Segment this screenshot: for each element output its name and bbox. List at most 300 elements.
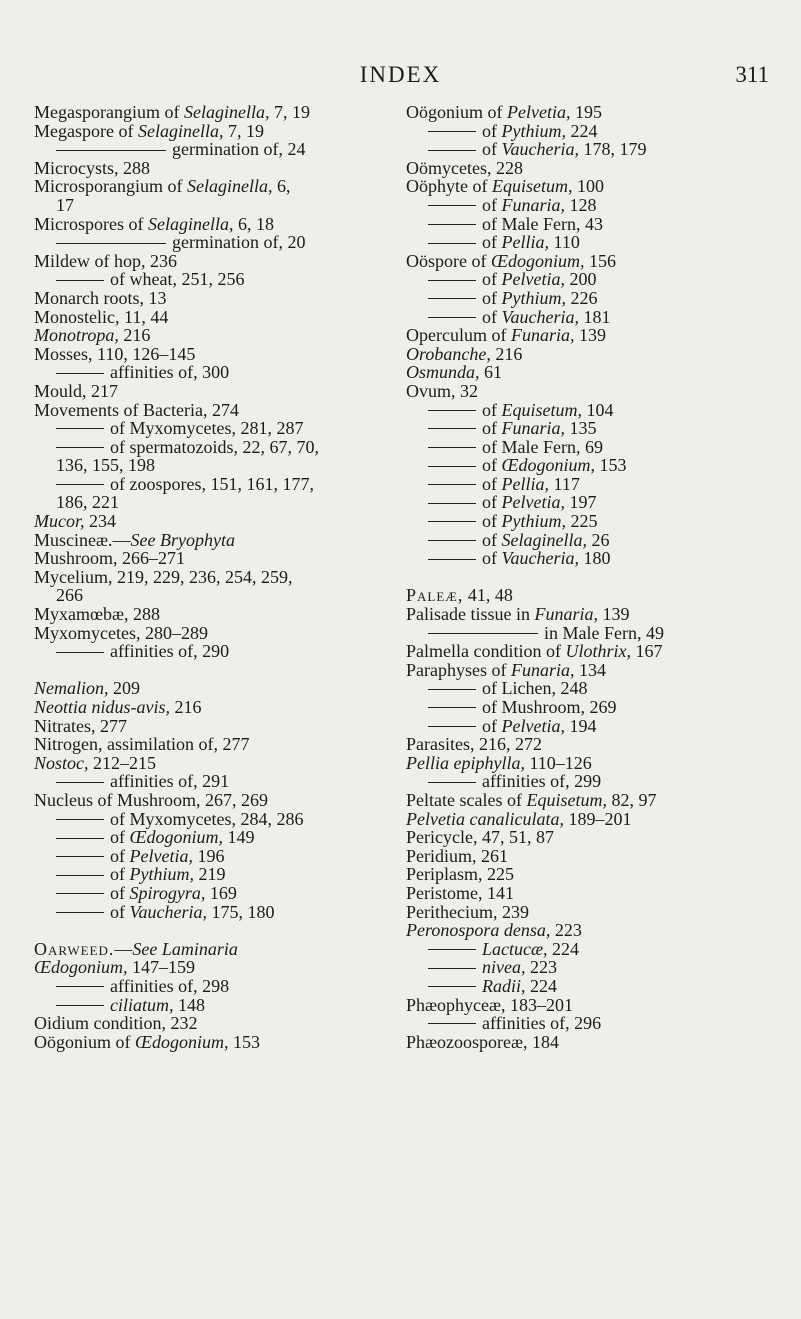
index-entry [34,159,409,178]
repeat-dash [428,243,476,244]
entry-text: Paraphyses of [406,659,511,680]
index-entry [406,605,781,624]
entry-text: of wheat, 251, 256 [110,269,245,290]
repeat-dash [428,968,476,969]
entry-italic-text: Vaucheria, [501,306,579,327]
index-entry [34,177,409,196]
index-entry [34,903,409,922]
page-header [0,62,801,92]
entry-pages: 234 [84,511,116,532]
entry-italic-text: Pellia, [501,473,549,494]
entry-italic-text: Orobanche, [406,343,491,364]
entry-text: 186, 221 [56,492,119,513]
entry-italic-text: Pelvetia canaliculata, [406,808,564,829]
index-entry [406,772,781,791]
entry-text: of Male Fern, 43 [482,213,603,234]
entry-text: — [114,938,133,959]
index-entry [34,493,409,512]
index-entry [406,977,781,996]
entry-italic-text: Pelvetia, [501,492,565,513]
entry-text: Ovum, 32 [406,380,478,401]
entry-italic-text: Selaginella, [186,176,273,197]
entry-text: of [482,548,502,569]
entry-text: germination of, 20 [172,232,306,253]
entry-pages: 82, 97 [606,789,657,810]
entry-text: of [482,511,502,532]
repeat-dash [428,150,476,151]
entry-text: Microcysts, 288 [34,157,150,178]
index-entry [34,717,409,736]
index-entry [406,996,781,1015]
repeat-dash [56,1005,104,1006]
entry-pages: 167 [630,641,663,662]
index-entry [406,326,781,345]
index-entry [34,549,409,568]
entry-pages: 169 [205,882,237,903]
entry-text: Palisade tissue in [406,604,535,625]
entry-text: of [482,139,502,160]
index-entry [34,438,409,457]
index-entry [34,884,409,903]
entry-text: Movements of Bacteria, 274 [34,399,239,420]
index-entry [34,996,409,1015]
index-entry [34,401,409,420]
entry-text: Peristome, 141 [406,882,514,903]
index-entry [34,754,409,773]
index-entry [34,828,409,847]
repeat-dash [428,521,476,522]
entry-italic-text: See Bryophyta [130,529,235,550]
entry-text: of [482,529,502,550]
entry-pages: 194 [564,715,597,736]
index-entry [34,475,409,494]
repeat-dash [56,150,166,151]
entry-text: Parasites, 216, 272 [406,734,542,755]
entry-pages: 147–159 [127,957,195,978]
entry-pages: 223 [550,920,582,941]
index-entry [406,401,781,420]
repeat-dash [56,893,104,894]
index-entry [406,456,781,475]
entry-text: Oömycetes, 228 [406,157,523,178]
entry-pages: 148 [173,994,205,1015]
entry-pages: 139 [598,604,630,625]
index-entry [34,586,409,605]
repeat-dash [56,838,104,839]
repeat-dash [56,875,104,876]
entry-pages: 225 [566,511,598,532]
index-entry [406,921,781,940]
entry-text: of Lichen, 248 [482,678,588,699]
index-entry [406,475,781,494]
entry-italic-text: Equisetum, [501,399,582,420]
index-entry [34,679,409,698]
entry-pages: 153 [228,1031,260,1052]
entry-italic-text: Vaucheria, [501,139,579,160]
entry-italic-text: Pythium, [501,511,566,532]
repeat-dash [56,912,104,913]
entry-text: of [482,455,502,476]
index-entry [34,363,409,382]
index-entry [406,1014,781,1033]
repeat-dash [428,559,476,560]
repeat-dash [56,428,104,429]
entry-text: Megasporangium of [34,102,184,122]
entry-text: 136, 155, 198 [56,455,155,476]
entry-italic-text: Mucor, [34,511,85,532]
index-entry [34,642,409,661]
entry-text: affinities of, 300 [110,362,230,383]
entry-italic-text: Osmunda, [406,362,480,383]
repeat-dash [428,540,476,541]
entry-text: of [482,232,502,253]
repeat-dash [428,447,476,448]
entry-italic-text: Monotropa, [34,325,119,346]
entry-text: affinities of, 291 [110,771,230,792]
index-entry [406,717,781,736]
index-entry [34,1014,409,1033]
entry-pages: 104 [582,399,614,420]
entry-text: Oögonium of [34,1031,135,1052]
entry-text: of spermatozoids, 22, 67, 70, [110,436,319,457]
entry-text: Mildew of hop, 236 [34,250,177,271]
index-entry [34,568,409,587]
right-index-column [406,103,781,1051]
entry-italic-text: Funaria, [510,325,575,346]
entry-pages: 197 [564,492,597,513]
entry-pages: 110–126 [524,752,592,773]
entry-italic-text: Œdogonium, [501,455,595,476]
entry-italic-text: Vaucheria, [501,548,579,569]
entry-text: in Male Fern, 49 [544,622,664,643]
index-entry [34,456,409,475]
entry-text: Palmella condition of [406,641,566,662]
entry-text: Nucleus of Mushroom, 267, 269 [34,789,268,810]
index-entry [406,903,781,922]
repeat-dash [428,1023,476,1024]
index-entry [34,958,409,977]
repeat-dash [428,707,476,708]
entry-text: affinities of, 298 [110,975,230,996]
entry-italic-text: Pelvetia, [501,715,565,736]
index-entry [406,252,781,271]
entry-pages: 195 [570,102,602,122]
entry-text: Operculum of [406,325,511,346]
index-entry [406,103,781,122]
entry-text: affinities of, 296 [482,1013,602,1034]
index-entry [34,252,409,271]
repeat-dash [56,447,104,448]
entry-text: affinities of, 299 [482,771,602,792]
index-entry [34,122,409,141]
entry-pages: 117 [549,473,580,494]
index-entry [406,624,781,643]
entry-italic-text: Ulothrix, [565,641,631,662]
entry-text: Microspores of [34,213,148,234]
index-entry [34,308,409,327]
index-entry [34,772,409,791]
index-entry [406,679,781,698]
repeat-dash [428,503,476,504]
repeat-dash [56,373,104,374]
index-entry [34,270,409,289]
entry-italic-text: Œdogonium, [135,1031,229,1052]
repeat-dash [428,298,476,299]
entry-text: of [110,901,130,922]
entry-text: of [482,287,502,308]
repeat-dash [428,466,476,467]
entry-heading-smallcaps: Paleæ, [406,585,464,606]
entry-italic-text: Pelvetia, [501,269,565,290]
index-entry [406,940,781,959]
repeat-dash [56,986,104,987]
entry-italic-text: Funaria, [510,659,575,680]
entry-text: affinities of, 290 [110,641,230,662]
entry-italic-text: Œdogonium, [490,250,585,271]
index-entry [34,1033,409,1052]
entry-text: of [482,120,502,141]
repeat-dash [428,633,538,634]
entry-italic-text: Pythium, [129,864,194,885]
entry-pages: 189–201 [563,808,632,829]
index-spacer [34,921,409,940]
index-entry [406,270,781,289]
index-entry [34,512,409,531]
repeat-dash [56,280,104,281]
left-index-column [34,103,409,1051]
entry-pages: 134 [574,659,606,680]
entry-text: of [110,845,130,866]
index-entry [406,512,781,531]
entry-pages: 216 [170,697,202,717]
index-entry [34,382,409,401]
index-entry [406,735,781,754]
entry-text: Peridium, 261 [406,845,508,866]
repeat-dash [428,317,476,318]
entry-italic-text: Pellia, [501,232,549,253]
index-entry [406,419,781,438]
index-entry [34,289,409,308]
entry-pages: 216 [490,343,523,364]
index-entry [34,605,409,624]
entry-text: of Male Fern, 69 [482,436,603,457]
entry-text: of [110,864,130,885]
entry-text: of Myxomycetes, 281, 287 [110,418,304,439]
entry-text: Myxomycetes, 280–289 [34,622,208,643]
repeat-dash [428,224,476,225]
index-entry [406,233,781,252]
repeat-dash [428,205,476,206]
index-entry [406,661,781,680]
entry-text: of [482,194,502,215]
index-entry [34,345,409,364]
entry-text: of [482,492,502,513]
entry-italic-text: Selaginella, [137,120,224,141]
index-entry [406,958,781,977]
entry-italic-text: nivea, [482,957,526,978]
entry-italic-text: Funaria, [501,194,566,215]
entry-text: Oöphyte of [406,176,492,197]
entry-pages: 7, 19 [223,120,264,141]
entry-pages: 180 [578,548,611,569]
entry-text: Megaspore of [34,120,138,141]
entry-italic-text: Funaria, [501,418,566,439]
index-entry [406,438,781,457]
index-entry [34,865,409,884]
entry-text: Perithecium, 239 [406,901,529,922]
entry-pages: 139 [574,325,606,346]
entry-italic-text: Pythium, [501,287,566,308]
entry-pages: 6, [272,176,291,197]
repeat-dash [56,856,104,857]
entry-pages: 224 [525,975,557,996]
index-entry [34,531,409,550]
repeat-dash [428,726,476,727]
entry-text: Oögonium of [406,102,507,122]
index-entry [406,493,781,512]
index-entry [406,642,781,661]
entry-text: of [110,827,130,848]
index-entry [406,884,781,903]
index-entry [406,754,781,773]
entry-text: Microsporangium of [34,176,187,197]
entry-text: germination of, 24 [172,139,306,160]
entry-pages: 216 [118,325,151,346]
entry-italic-text: Spirogyra, [129,882,206,903]
index-entry [406,828,781,847]
entry-text: Mould, 217 [34,380,119,401]
index-entry [406,308,781,327]
repeat-dash [428,949,476,950]
entry-text: Phæophyceæ, 183–201 [406,994,574,1015]
entry-text: of Mushroom, 269 [482,697,617,717]
repeat-dash [56,819,104,820]
entry-pages: 156 [584,250,616,271]
entry-text: Nitrates, 277 [34,715,127,736]
index-entry [406,1033,781,1052]
entry-pages: 26 [586,529,610,550]
entry-pages: 178, 179 [578,139,647,160]
entry-pages: 135 [565,418,597,439]
page-number: 311 [735,62,769,87]
index-entry [34,196,409,215]
index-entry [406,122,781,141]
entry-pages: 224 [547,938,579,959]
entry-text: Pericycle, 47, 51, 87 [406,827,554,848]
entry-italic-text: Nemalion, [34,678,109,699]
entry-italic-text: Neottia nidus-avis, [34,697,170,717]
entry-pages: 128 [565,194,597,215]
entry-pages: 181 [578,306,611,327]
repeat-dash [56,782,104,783]
entry-text: Phæozoosporeæ, 184 [406,1031,559,1052]
entry-italic-text: Equisetum, [491,176,573,197]
entry-italic-text: Œdogonium, [34,957,128,978]
entry-text: Nitrogen, assimilation of, 277 [34,734,250,755]
index-entry [406,847,781,866]
entry-text: 17 [56,194,74,215]
entry-pages: 212–215 [88,752,157,773]
index-entry [406,586,781,605]
repeat-dash [56,243,166,244]
entry-text: Monarch roots, 13 [34,287,167,308]
index-entry [406,698,781,717]
entry-pages: 224 [566,120,598,141]
repeat-dash [428,689,476,690]
index-entry [406,549,781,568]
entry-text: 41, 48 [463,585,513,606]
entry-text: Muscineæ.— [34,529,131,550]
index-entry [34,624,409,643]
entry-italic-text: Vaucheria, [129,901,207,922]
index-entry [406,177,781,196]
repeat-dash [56,652,104,653]
entry-pages: 110 [549,232,580,253]
entry-italic-text: See Laminaria [132,938,238,959]
index-entry [406,159,781,178]
index-entry [34,215,409,234]
entry-heading-smallcaps: Oarweed. [34,938,115,959]
entry-italic-text: Pelvetia, [129,845,193,866]
entry-text: Mycelium, 219, 229, 236, 254, 259, [34,566,293,587]
index-spacer [34,661,409,680]
entry-text: Periplasm, 225 [406,864,514,885]
entry-text: Monostelic, 11, 44 [34,306,169,327]
entry-italic-text: Pelvetia, [507,102,571,122]
entry-text: Mushroom, 266–271 [34,548,186,569]
index-entry [406,810,781,829]
entry-text: of zoospores, 151, 161, 177, [110,473,314,494]
entry-italic-text: Lactucæ, [482,938,548,959]
repeat-dash [428,131,476,132]
repeat-dash [428,986,476,987]
entry-italic-text: ciliatum, [110,994,174,1015]
index-entry [34,791,409,810]
entry-pages: 6, 18 [233,213,274,234]
index-entry [406,289,781,308]
index-entry [406,382,781,401]
entry-pages: 196 [192,845,225,866]
index-entry [406,196,781,215]
entry-pages: 153 [595,455,627,476]
entry-pages: 223 [525,957,557,978]
entry-pages: 149 [223,827,255,848]
entry-pages: 226 [566,287,598,308]
index-entry [34,419,409,438]
index-entry [406,345,781,364]
entry-text: of [482,418,502,439]
entry-italic-text: Equisetum, [526,789,607,810]
entry-italic-text: Peronospora densa, [406,920,551,941]
index-entry [34,140,409,159]
repeat-dash [428,428,476,429]
entry-italic-text: Selaginella, [501,529,587,550]
repeat-dash [428,280,476,281]
entry-text: of [482,473,502,494]
entry-text: Peltate scales of [406,789,527,810]
repeat-dash [56,484,104,485]
repeat-dash [428,484,476,485]
entry-italic-text: Œdogonium, [129,827,223,848]
entry-text: of Myxomycetes, 284, 286 [110,808,304,829]
entry-text: of [482,269,502,290]
entry-text: Oidium condition, 232 [34,1013,198,1034]
index-entry [406,791,781,810]
entry-pages: 200 [564,269,597,290]
repeat-dash [428,782,476,783]
page-title: INDEX [359,62,442,87]
entry-pages: 100 [572,176,604,197]
